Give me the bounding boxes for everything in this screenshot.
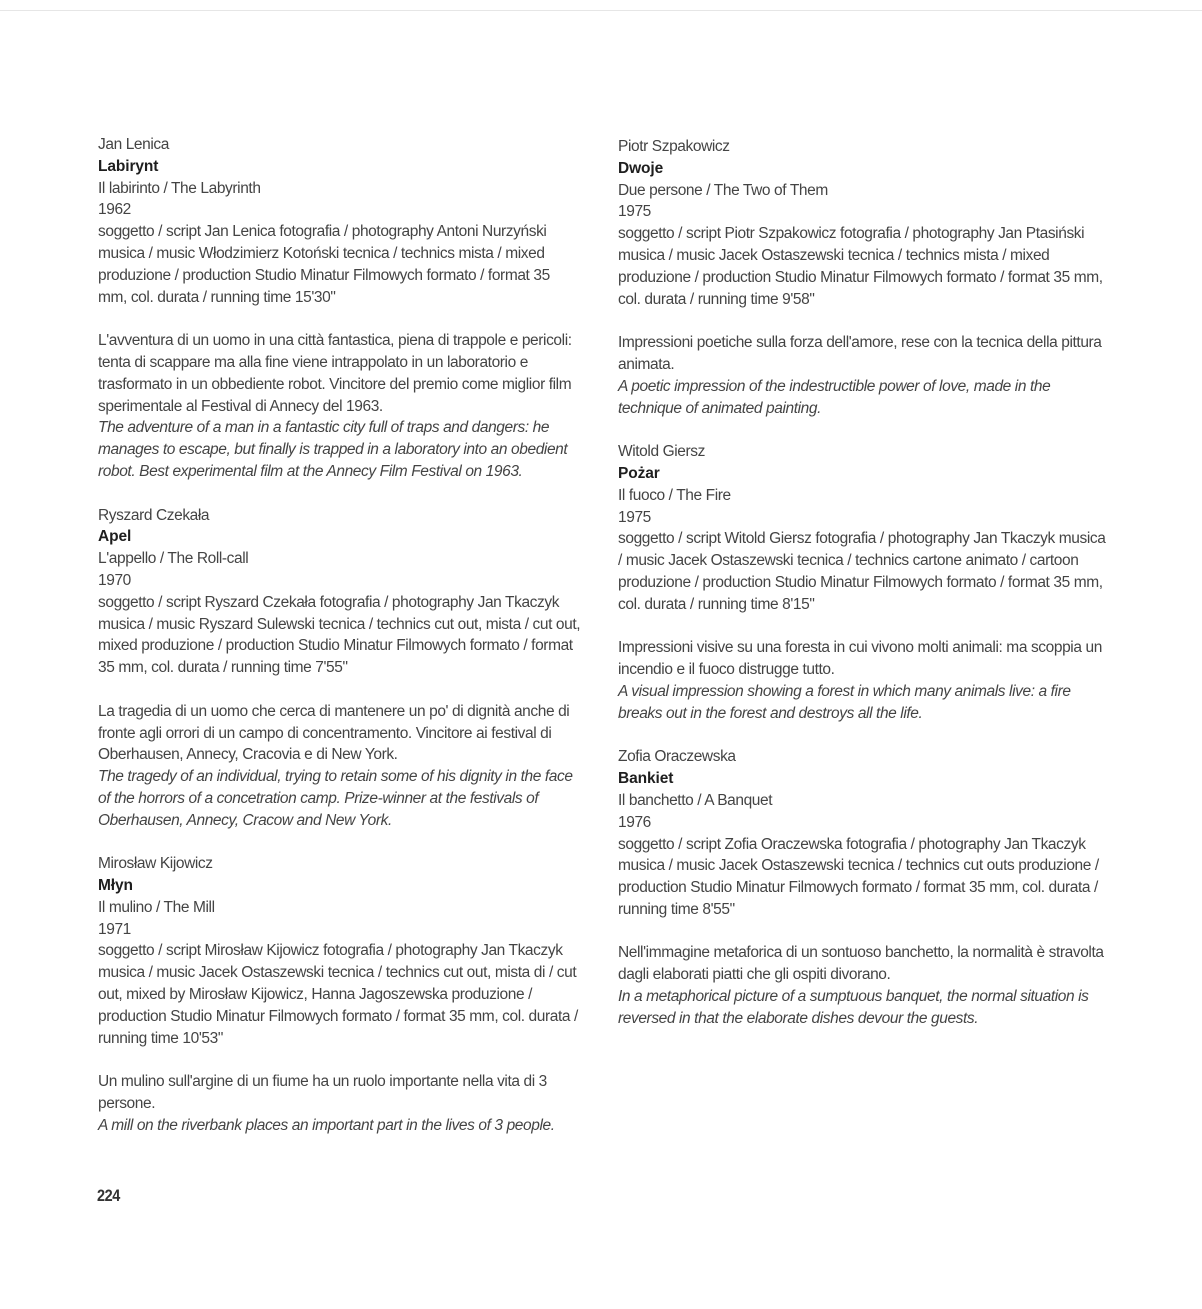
film-title-polish: Pożar	[618, 464, 660, 482]
film-entry	[618, 441, 1106, 724]
page-number: 224	[97, 1186, 120, 1205]
director-name: Jan Lenica	[98, 136, 169, 153]
film-credits: soggetto / script Witold Giersz fotografia / photography Jan Tkaczyk musica / music Jacek Ostaszewski tecnica / technics cartone animato / cartoon produzione / production Studio Minatur Filmowych formato / format 35 mm, col. durata / running time 8'15"	[618, 530, 1106, 613]
film-entry	[618, 136, 1106, 419]
director-name: Piotr Szpakowicz	[618, 138, 730, 155]
film-entry	[98, 853, 582, 1136]
film-title-polish: Bankiet	[618, 770, 674, 788]
film-description-italian: L'avventura di un uomo in una città fantastica, piena di trappole e pericoli: tenta di scappare ma alla fine viene intrappolato in un laboratorio e trasformato in un obbediente robot. Vincitore del premio come miglior film sperimentale al Festival di Annecy del 1963.	[98, 332, 572, 415]
film-credits: soggetto / script Ryszard Czekała fotografia / photography Jan Tkaczyk musica / music Ryszard Sulewski tecnica / technics cut out, mista / cut out, mixed produzione / production Studio Minatur Filmowych formato / format 35 mm, col. durata / running time 7'55"	[98, 593, 581, 677]
film-year: 1976	[618, 813, 651, 831]
film-title-translations: Il banchetto / A Banquet	[618, 791, 773, 809]
director-name: Zofia Oraczewska	[618, 748, 736, 766]
director-name: Witold Giersz	[618, 443, 705, 461]
film-credits: soggetto / script Mirosław Kijowicz fotografia / photography Jan Tkaczyk musica / music Jacek Ostaszewski tecnica / technics cut out, mista di / cut out, mixed by Mirosław Kijowicz, Hanna Jagoszewska produzione / production Studio Minatur Filmowych formato / format 35 mm, col. durata / running time 10'53"	[98, 942, 578, 1047]
film-description-italian: Impressioni visive su una foresta in cui vivono molti animali: ma scoppia un incendio e il fuoco distrugge tutto.	[618, 639, 1102, 679]
film-title-polish: Apel	[98, 528, 132, 546]
film-title-translations: Il fuoco / The Fire	[618, 486, 731, 504]
left-column	[98, 134, 582, 1158]
film-description-english: The tragedy of an individual, trying to retain some of his dignity in the face of the horrors of a concetration camp. Prize-winner at the festivals of Oberhausen, Annecy, Cracow and New York.	[98, 768, 573, 829]
film-description-italian: Impressioni poetiche sulla forza dell'amore, rese con la tecnica della pittura animata.	[618, 334, 1102, 373]
film-entry	[98, 134, 582, 483]
film-description-english: The adventure of a man in a fantastic city full of traps and dangers: he manages to escape, but finally is trapped in a laboratory into an obedient robot. Best experimental film at the Annecy Film Festival on 1963.	[98, 419, 568, 480]
film-description-italian: Nell'immagine metaforica di un sontuoso banchetto, la normalità è stravolta dagli elaborati piatti che gli ospiti divorano.	[618, 944, 1104, 984]
film-title-translations: Due persone / The Two of Them	[618, 181, 828, 199]
film-description-english: In a metaphorical picture of a sumptuous banquet, the normal situation is reversed in that the elaborate dishes devour the guests.	[618, 988, 1089, 1027]
film-description-english: A visual impression showing a forest in which many animals live: a fire breaks out in the forest and destroys all the life.	[618, 682, 1071, 722]
film-year: 1975	[618, 508, 651, 526]
film-entry	[618, 746, 1106, 1029]
film-entry	[98, 505, 582, 832]
film-title-translations: L'appello / The Roll-call	[98, 550, 249, 568]
film-year: 1970	[98, 571, 131, 589]
film-credits: soggetto / script Piotr Szpakowicz fotografia / photography Jan Ptasiński musica / music Jacek Ostaszewski tecnica / technics mista / mixed produzione / production Studio Minatur Filmowych formato / format 35 mm, col. durata / running time 9'58"	[618, 225, 1103, 308]
film-description-english: A poetic impression of the indestructible power of love, made in the technique of animated painting.	[618, 377, 1051, 417]
film-title-translations: Il labirinto / The Labyrinth	[98, 179, 261, 197]
film-credits: soggetto / script Zofia Oraczewska fotografia / photography Jan Tkaczyk musica / music Jacek Ostaszewski tecnica / technics cut outs produzione / production Studio Minatur Filmowych formato / format 35 mm, col. durata / running time 8'55"	[618, 835, 1099, 918]
film-title-polish: Labirynt	[98, 157, 159, 175]
film-title-translations: Il mulino / The Mill	[98, 898, 215, 916]
director-name: Mirosław Kijowicz	[98, 855, 213, 873]
director-name: Ryszard Czekała	[98, 506, 210, 524]
top-rule	[0, 10, 1202, 11]
film-title-polish: Dwoje	[618, 159, 664, 177]
film-year: 1962	[98, 201, 131, 219]
film-year: 1975	[618, 203, 651, 221]
film-description-italian: La tragedia di un uomo che cerca di mantenere un po' di dignità anche di fronte agli orrori di un campo di concentramento. Vincitore ai festival di Oberhausen, Annecy, Cracovia e di New York.	[98, 702, 570, 764]
film-title-polish: Młyn	[98, 877, 133, 895]
film-description-english: A mill on the riverbank places an important part in the lives of 3 people.	[98, 1116, 555, 1134]
film-year: 1971	[98, 920, 131, 938]
film-credits: soggetto / script Jan Lenica fotografia / photography Antoni Nurzyński musica / music Włodzimierz Kotoński tecnica / technics mista / mixed produzione / production Studio Minatur Filmowych formato / format 35 mm, col. durata / running time 15'30"	[98, 223, 550, 306]
right-column	[618, 136, 1106, 1051]
film-description-italian: Un mulino sull'argine di un fiume ha un ruolo importante nella vita di 3 persone.	[98, 1073, 547, 1113]
